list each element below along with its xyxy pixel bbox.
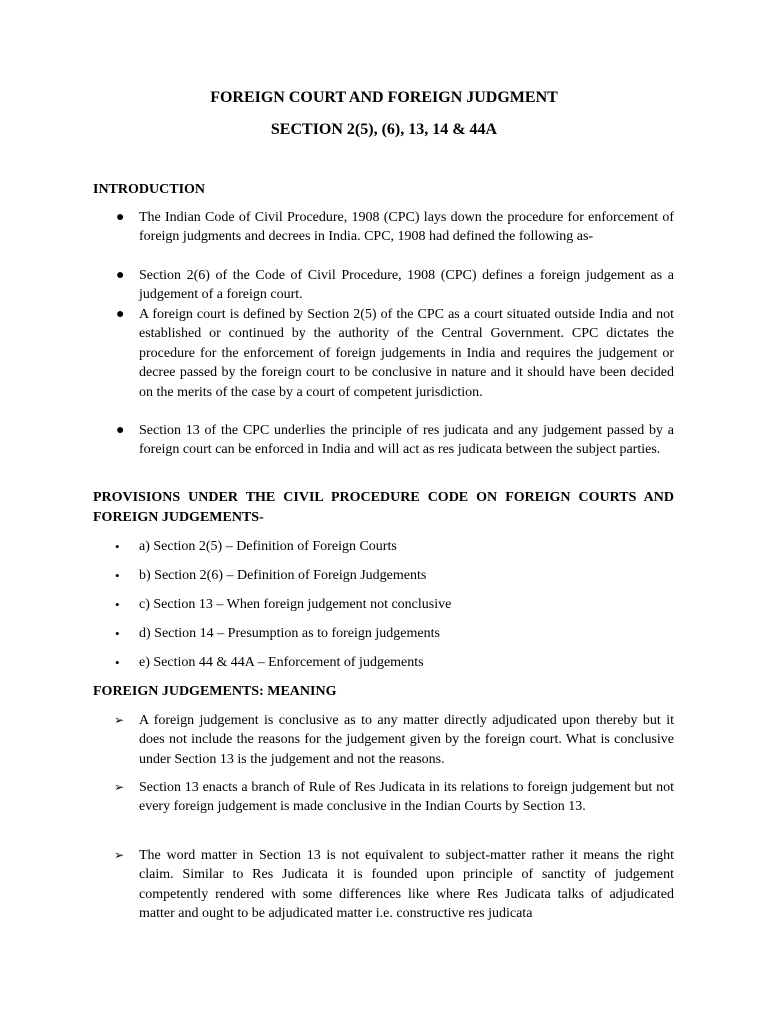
list-item-text: A foreign judgement is conclusive as to any matter directly adjudicated upon thereby but it does not include the reasons for the judgement given by the foreign court. What is conclusive under Section 13 is the judgement and not the reasons. — [139, 713, 674, 767]
list-item-text: The word matter in Section 13 is not equivalent to subject-matter rather it means the right claim. Similar to Res Judicata it is founded upon principle of sanctity of judgement competently rendered with some differences like where Res Judicata talks of adjudicated matter and ought to be adjudicated matter i.e. constructive res judicata — [139, 848, 674, 922]
list-item-text: Section 13 enacts a branch of Rule of Res Judicata in its relations to foreign judgement but not every foreign judgement is made conclusive in the Indian Courts by Section 13. — [139, 780, 674, 815]
document-subtitle: SECTION 2(5), (6), 13, 14 & 44A — [270, 121, 498, 138]
introduction-heading: INTRODUCTION — [93, 182, 206, 197]
arrow-bullet-icon: ➢ — [114, 780, 125, 794]
bullet-icon: • — [115, 539, 120, 554]
list-item-text: b) Section 2(6) – Definition of Foreign Judgements — [139, 568, 427, 583]
list-item — [115, 624, 674, 643]
list-item — [116, 421, 674, 460]
document-title: FOREIGN COURT AND FOREIGN JUDGMENT — [210, 89, 558, 106]
list-item-text: c) Section 13 – When foreign judgement not conclusive — [139, 597, 452, 612]
provisions-heading: PROVISIONS UNDER THE CIVIL PROCEDURE CODE ON FOREIGN COURTS AND FOREIGN JUDGEMENTS- — [93, 490, 674, 525]
list-item-text: d) Section 14 – Presumption as to foreign judgements — [139, 626, 440, 641]
bullet-icon: • — [115, 655, 120, 670]
bullet-icon: ● — [116, 423, 125, 438]
list-item-text: A foreign court is defined by Section 2(5) of the CPC as a court situated outside India and not established or continued by the authority of the Central Government. CPC dictates the procedure for the enforcement of foreign judgements in India and requires the judgement or decree passed by the foreign court to be conclusive in nature and it should have been decided on the merits of the case by a court of competent jurisdiction. — [139, 307, 674, 400]
list-item — [115, 595, 674, 614]
bullet-icon: ● — [116, 268, 125, 283]
list-item-text: e) Section 44 & 44A – Enforcement of judgements — [139, 655, 424, 670]
bullet-icon: • — [115, 568, 120, 583]
list-item — [116, 266, 674, 305]
list-item — [114, 846, 674, 924]
list-item — [114, 778, 674, 817]
list-item — [115, 537, 674, 556]
list-item — [115, 566, 674, 585]
list-item-text: Section 2(6) of the Code of Civil Procedure, 1908 (CPC) defines a foreign judgement as a judgement of a foreign court. — [139, 268, 674, 303]
arrow-bullet-icon: ➢ — [114, 848, 125, 862]
bullet-icon: • — [115, 597, 120, 612]
list-item — [114, 711, 674, 769]
arrow-bullet-icon: ➢ — [114, 713, 125, 727]
list-item — [115, 653, 674, 672]
list-item — [116, 305, 674, 402]
bullet-icon: • — [115, 626, 120, 641]
bullet-icon: ● — [116, 210, 125, 225]
list-item-text: a) Section 2(5) – Definition of Foreign Courts — [139, 539, 397, 554]
meaning-heading: FOREIGN JUDGEMENTS: MEANING — [93, 684, 337, 699]
bullet-icon: ● — [116, 307, 125, 322]
list-item-text: Section 13 of the CPC underlies the principle of res judicata and any judgement passed by a foreign court can be enforced in India and will act as res judicata between the subject parties. — [139, 423, 674, 458]
list-item-text: The Indian Code of Civil Procedure, 1908 (CPC) lays down the procedure for enforcement of foreign judgments and decrees in India. CPC, 1908 had defined the following as- — [139, 210, 674, 245]
list-item — [116, 208, 674, 247]
